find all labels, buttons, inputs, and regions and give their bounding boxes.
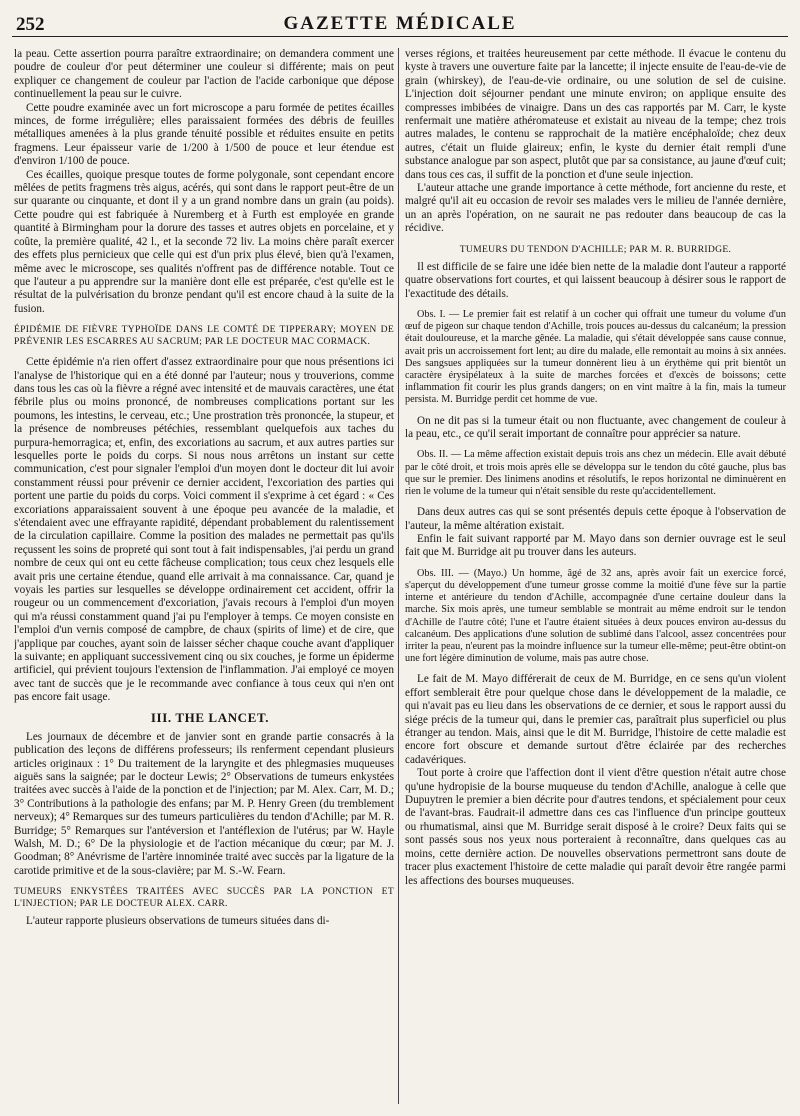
article-heading: TUMEURS DU TENDON D'ACHILLE; PAR M. R. BURRIDGE. xyxy=(459,243,732,255)
spacer xyxy=(405,441,786,449)
article-heading: TUMEURS ENKYSTÉES TRAITÉES AVEC SUCCÈS PAR LA PONCTION ET L'INJECTION; PAR LE DOCTEUR ALEX. CARR. xyxy=(14,886,394,910)
right-column xyxy=(405,48,786,1108)
spacer xyxy=(405,407,786,415)
observation-text: Obs. II. — La même affection existait depuis trois ans chez un médecin. Elle avait débuté par le côté droit, et trois mois après elle se développa sur le tendon du côté gauche, plus bas que sur le premier. Des linimens anodins et résolutifs, le repos horizontal ne diminuèrent en rien le volume de la tumeur qui n'était sensible du reste qu'accidentellement. xyxy=(405,449,786,497)
paragraph: L'auteur rapporte plusieurs observations de tumeurs situées dans di- xyxy=(26,915,330,928)
page-number: 252 xyxy=(16,14,45,35)
publication-title: GAZETTE MÉDICALE xyxy=(283,13,517,34)
spacer xyxy=(14,878,394,886)
observation-text: Obs. I. — Le premier fait est relatif à un cocher qui offrait une tumeur du volume d'un œuf de pigeon sur chaque tendon d'Achille, trois pouces au-dessus du calcanéum; la pression était douloureuse, et la marche gênée. La maladie, qui s'était développée sans cause connue, avait pris un accroissement fort lent; au dire du malade, elle remontait au moins à six années. Des sangsues appliquées sur la tumeur donnèrent lieu à un érythème qui prit bientôt un caractère érysipélateux à la suite de marches forcées et d'excès de boissons; cette inflammation fit courir les plus grands dangers; on en vint maître à la fin, mais la tumeur persista. M. Burridge perdit cet homme de vue. xyxy=(405,308,786,406)
column-divider xyxy=(398,48,399,1104)
paragraph: Enfin le fait suivant rapporté par M. Mayo dans son dernier ouvrage est le seul fait que M. Burridge ait pu trouver dans les auteurs. xyxy=(405,532,786,559)
paragraph: Tout porte à croire que l'affection dont il vient d'être question n'était autre chose qu'une hydropisie de la bourse muqueuse du tendon d'Achille, analogue à celle que Dupuytren le premier a bien décrite pour d'autres tendons, et spécialement pour ceux de l'avant-bras. Faudrait-il admettre dans ces cas l'influence d'un principe goutteux ou rhumatismal, ainsi que M. Burridge serait disposé à le croire? Deux faits qui se sont passés sous nos yeux nous porteraient à reconnaître, dans quelques cas au moins, cette dernière action. De nouvelles observations permettront sans doute de tracer plus exactement l'histoire de cette maladie qui paraît devoir être rangée parmi les affections des bourses muqueuses. xyxy=(405,767,786,887)
spacer xyxy=(14,348,394,356)
observation-text: Obs. III. — (Mayo.) Un homme, âgé de 32 ans, après avoir fait un exercice forcé, s'aperçut du développement d'une tumeur grosse comme la moitié d'une fève sur la partie interne et antérieure du tendon d'Achille, accompagnée d'une certaine douleur dans la marche. Six mois après, une tumeur semblable se montrait au même endroit sur le tendon d'Achille de l'autre côté; l'une et l'autre étaient situées à deux pouces environ au-dessus du calcanéum. Des applications d'une solution de sublimé dans l'alcool, assez concentrées pour irriter la peau, n'eurent pas la moindre influence sur la tumeur elle-même; peut-être obtint-on une fort légère diminution de volume, mais pas autre chose. xyxy=(405,567,786,665)
paragraph: Ces écailles, quoique presque toutes de forme polygonale, sont cependant encore mêlées de petits fragmens très aigus, acérés, qui sont dans le rapport peut-être de un sur quarante ou cinquante, et dont il y a un grand nombre dans un grain (au poids). Cette poudre qui est fabriquée à Nuremberg et à Furth est employée en grande quantité à Birmingham pour la dorure des tasses et autres objets en porcelaine, et y coûte, la première qualité, 42 l., et la seconde 72 liv. La moins chère paraît exercer des effets plus pernicieux que celle qui est d'un prix plus élevé, bien qu'à l'examen, même avec le microscope, ses qualités n'offrent pas de différence notable. Tout ce que l'auteur a pu apprendre sur la manière dont elle est préparée, c'est qu'elle est le résultat de la pulvérisation du bronze pendant qu'il est encore chaud à la suite de la fusion. xyxy=(14,168,394,315)
paragraph: Le fait de M. Mayo différerait de ceux de M. Burridge, en ce sens qu'un violent effort semblerait être pour quelque chose dans le développement de la maladie, ce qui n'avait pas eu lieu dans les observations de ce dernier, et sous le rapport aussi du siége précis de la tumeur qui, dans le premier cas, paraîtrait plus superficiel ou plus étranger au tendon. Mais, ainsi que le dit M. Burridge, l'histoire de cette maladie est encore fort obscure et demande surtout d'être éclairée par des recherches cadavériques. xyxy=(405,673,786,766)
paragraph: Dans deux autres cas qui se sont présentés depuis cette époque à l'observation de l'auteur, la même altération existait. xyxy=(405,506,786,532)
paragraph: la peau. Cette assertion pourra paraître extraordinaire; on demandera comment une poudre de couleur d'or peut déterminer une couleur si différente; mais on peut expliquer ce changement de couleur par l'action de l'acide carbonique que dépose continuellement la peau sur le cuivre. xyxy=(14,48,394,101)
spacer xyxy=(405,560,786,568)
paragraph: verses régions, et traitées heureusement par cette méthode. Il évacue le contenu du kyste à travers une ouverture faite par la lancette; il injecte ensuite de l'eau-de-vie de grain (whirskey), de l'eau-de-vie ordinaire, ou une solution de sel de cuisine. L'injection doit séjourner pendant une minute environ; on applique ensuite des compresses imbibées de vinaigre. Dans un des cas rapportés par M. Carr, le kyste renfermait une matière athéromateuse et existait au niveau de la tempe; chez trois autres malades, le contenu se rapprochait de la matière encéphaloïde; chez deux autres, c'était un fluide glaireux; enfin, le kyste du dernier était rempli d'une substance analogue par son aspect, plutôt que par sa consistance, au jaune d'œuf cuit; dans tous ces cas, il suffit de la ponction et d'une seule injection. xyxy=(405,48,786,181)
article-heading: ÉPIDÉMIE DE FIÈVRE TYPHOÏDE DANS LE COMTÉ DE TIPPERARY; MOYEN DE PRÉVENIR LES ESCARRES AU SACRUM; PAR LE DOCTEUR MAC CORMACK. xyxy=(14,324,394,348)
spacer xyxy=(14,316,394,324)
spacer xyxy=(405,498,786,506)
paragraph: L'auteur attache une grande importance à cette méthode, fort ancienne du reste, et malgré qu'il ait eu occasion de revoir ses malades vers le milieu de l'année dernière, un an après l'opération, on ne saurait ne pas redouter dans beaucoup de cas la récidive. xyxy=(405,182,786,235)
spacer xyxy=(405,665,786,673)
paragraph: Cette poudre examinée avec un fort microscope a paru formée de petites écailles minces, de forme irrégulière; elles paraissaient formées des débris de feuilles métalliques amenées à la plus grande ténuité possible et réduites ensuite en petits fragmens. Leur épaisseur varie de 1/200 à 1/500 de pouce et leur étendue est d'environ 1/100 de pouce. xyxy=(14,101,394,168)
page-header xyxy=(12,10,788,37)
paragraph: On ne dit pas si la tumeur était ou non fluctuante, avec changement de couleur à la peau, etc., ce qu'il serait important de connaître pour apprécier sa nature. xyxy=(405,414,786,440)
spacer xyxy=(405,301,786,309)
section-title: III. THE LANCET. xyxy=(150,709,270,725)
paragraph: Il est difficile de se faire une idée bien nette de la maladie dont l'auteur a rapporté quatre observations fort courtes, et qui laissent beaucoup à désirer sous le rapport de l'exactitude des détails. xyxy=(405,260,786,300)
spacer xyxy=(405,236,786,244)
paragraph: Les journaux de décembre et de janvier sont en grande partie consacrés à la publication des leçons de différens professeurs; ils renferment cependant plusieurs articles originaux : 1° Du traitement de la laryngite et des phlegmasies muqueuses aiguës sans la saignée; par le docteur Lewis; 2° Observations de tumeurs enkystées traitées avec succès à l'aide de la ponction et de l'injection; par M. Alex. Carr, M. D.; 3° Contributions à la pathologie des enfans; par M. P. Henry Green (du tremblement nerveux); 4° Remarques sur des tumeurs particulières du tendon d'Achille; par M. R. Burridge; 5° Remarques sur l'antéversion et l'antéflexion de l'utérus; par W. Hayle Walsh, M. D.; 6° De la physiologie et de l'action mécanique du cœur; par M. J. Goodman; 8° Anévrisme de l'artère innominée traité avec succès par la ligature de la carotide primitive et de la sous-clavière; par M. S.-W. Fearn. xyxy=(14,730,394,877)
paragraph: Cette épidémie n'a rien offert d'assez extraordinaire pour que nous présentions ici l'analyse de l'historique qui en a été donné par l'auteur; nous y trouverions, comme dans tous les cas où la fièvre a régné avec intensité et de mauvais caractères, une état fébrile plus ou moins prononcé, de nombreuses complications portant sur les poumons, les intestins, le cerveau, etc.; Une prostration très prononcée, la stupeur, et la présence de nombreuses pétéchies, ressemblant quelquefois aux taches du purpura-hemorragica; et, enfin, des excoriations au sacrum, et aux autres parties sur lesquelles porte le poids du corps. Si nous nous arrêtons un instant sur cette communication, c'est pour signaler l'emploi d'un moyen dont le docteur dit lui avoir constamment réussi pour prévenir ce dernier accident, l'excoriation des parties qui portent une partie du poids du corps. Voici comment il s'exprime à cet égard : « Ces excoriations apparaissaient souvent à une époque peu avancée de la maladie, et s'étendaient avec une effrayante rapidité, dépendant probablement du ralentissement de la circulation capillaire. Comme la position des malades ne permettait pas qu'ils reçussent les soins de propreté qui sont tout à fait indispensables, j'ai perdu un grand nombre de ceux qui ont eu cette fâcheuse complication; tous ceux chez lesquels elle avait pris une certaine étendue, quand elle arrivait à ma connaissance. Car, quand je voyais les parties sur lesquelles se développe ordinairement cet accident, offrir la rougeur ou un commencement d'excoriation, j'avais recours à l'emploi d'un moyen qui m'a réussi constamment quand j'ai pu l'employer à temps. Ce moyen consiste en l'emploi d'un vernis composé de campbre, de chaux (spirits of lime) et de cire, que j'applique par couches, ayant soin de laisser sécher chaque couche avant d'appliquer la suivante; en appliquant successivement cinq ou six couches, je forme un épiderme artificiel, qui prévient toujours l'extension de l'inflammation. J'ai employé ce moyen avec tant de succès que je le recommande avec confiance à tous ceux qui n'en ont pas encore fait usage. xyxy=(14,356,394,704)
left-column xyxy=(14,48,394,1108)
